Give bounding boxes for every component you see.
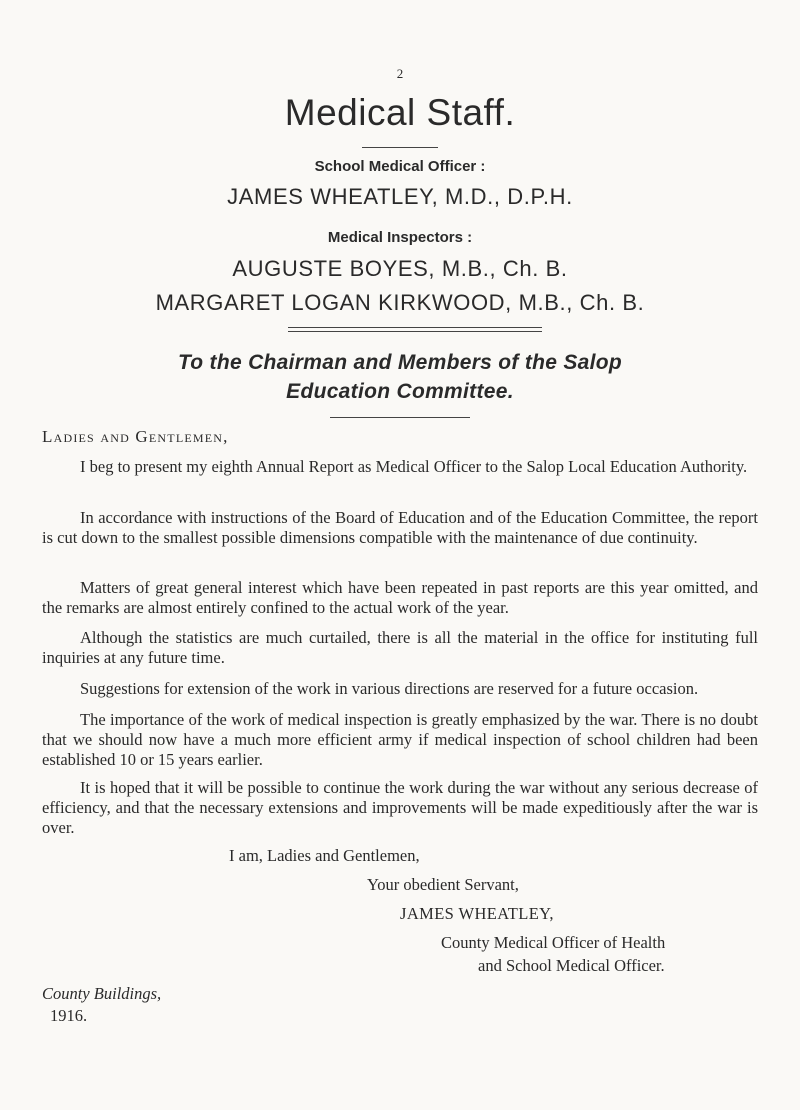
closing-line: I am, Ladies and Gentlemen, — [229, 846, 420, 865]
paragraph: Although the statistics are much curtailed, there is all the material in the office for instituting full inquiries at any future time. — [42, 628, 758, 667]
section-divider — [288, 331, 542, 332]
place-location: County Buildings, — [42, 984, 162, 1003]
section-divider — [288, 327, 542, 328]
title-divider — [362, 147, 438, 148]
page-number: 2 — [396, 66, 404, 81]
inspectors-label: Medical Inspectors : — [327, 229, 473, 246]
closing-line: Your obedient Servant, — [367, 875, 519, 894]
paragraph: It is hoped that it will be possible to continue the work during the war without any serious decrease of efficiency, and that the necessary extensions and improvements will be made expeditiously after the war is over. — [42, 778, 758, 837]
signature-name: JAMES WHEATLEY, — [400, 904, 554, 923]
paragraph: I beg to present my eighth Annual Report as Medical Officer to the Salop Local Education Authority. — [80, 457, 748, 476]
inspector-name: AUGUSTE BOYES, M.B., Ch. B. — [232, 256, 568, 281]
paragraph: Matters of great general interest which have been repeated in past reports are this year omitted, and the remarks are almost entirely confined to the actual work of the year. — [42, 578, 758, 617]
signature-title: County Medical Officer of Health — [441, 933, 666, 952]
paragraph: In accordance with instructions of the Board of Education and of the Education Committee, the report is cut down to the smallest possible dimensions compatible with the maintenance of due continuity. — [42, 508, 758, 547]
address-divider — [330, 417, 470, 418]
school-officer-name: JAMES WHEATLEY, M.D., D.P.H. — [227, 184, 573, 209]
address-line: To the Chairman and Members of the Salop — [177, 351, 623, 374]
salutation: Ladies and Gentlemen, — [42, 427, 229, 446]
paragraph: The importance of the work of medical inspection is greatly emphasized by the war. There is no doubt that we should now have a much more efficient army if medical inspection of school children had been established 10 or 15 years earlier. — [42, 710, 758, 769]
place-year: 1916. — [50, 1006, 88, 1025]
paragraph: Suggestions for extension of the work in various directions are reserved for a future occasion. — [80, 679, 699, 698]
school-officer-label: School Medical Officer : — [314, 158, 486, 175]
inspector-name: MARGARET LOGAN KIRKWOOD, M.B., Ch. B. — [155, 290, 645, 315]
page-title: Medical Staff. — [284, 92, 516, 133]
address-line: Education Committee. — [286, 380, 514, 403]
signature-title: and School Medical Officer. — [478, 956, 665, 975]
